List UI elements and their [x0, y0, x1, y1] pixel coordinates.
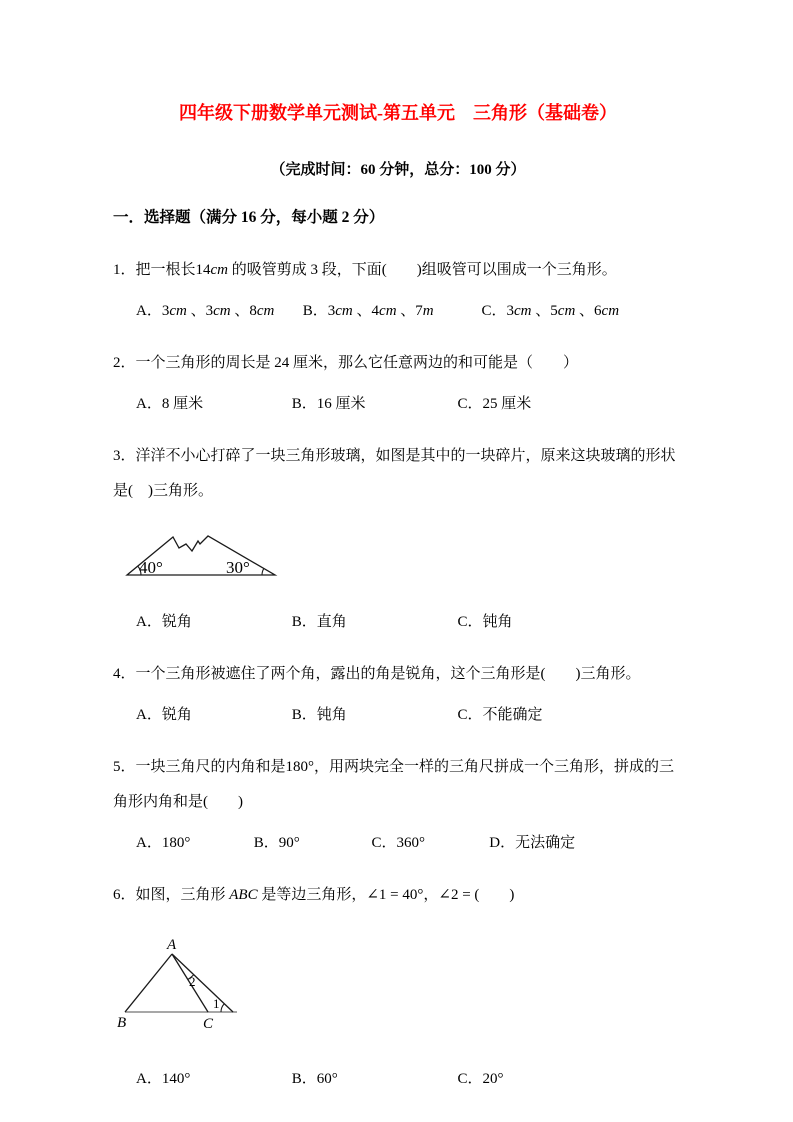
question-3-option-a: A．锐角	[136, 614, 192, 630]
question-5-options	[113, 833, 683, 854]
question-2	[113, 346, 683, 415]
section-heading-choice: 一．选择题（满分 16 分，每小题 2 分）	[113, 209, 385, 226]
question-6-option-b: B．60°	[291, 1071, 338, 1087]
angle-label-2: 2	[189, 974, 196, 989]
question-2-option-c: C．25 厘米	[457, 396, 532, 412]
right-angle-arc	[262, 569, 264, 576]
question-6-options	[113, 1069, 683, 1090]
angle-1-arc	[221, 1004, 224, 1012]
question-3-option-b: B．直角	[291, 614, 347, 630]
question-4-option-c: C．不能确定	[457, 707, 543, 723]
question-3-options	[113, 612, 683, 633]
question-4	[113, 657, 683, 726]
question-4-options	[113, 705, 683, 726]
question-3-text: 3．洋洋不小心打碎了一块三角形玻璃，如图是其中的一块碎片，原来这块玻璃的形状是( )三角形。	[113, 448, 676, 499]
question-6-option-a: A．140°	[136, 1071, 191, 1087]
vertex-label-c: C	[203, 1016, 214, 1032]
broken-glass-triangle-figure	[121, 521, 281, 585]
angle-label-30: 30°	[226, 558, 250, 577]
question-1-option-a: A．3cm 、3cm 、8cm	[136, 303, 275, 319]
question-5-text: 5．一块三角尺的内角和是180°，用两块完全一样的三角尺拼成一个三角形，拼成的三角形内角和是( )	[113, 759, 675, 810]
question-1-option-c: C．3cm 、5cm 、6cm	[481, 303, 620, 319]
question-6-text: 6．如图，三角形 ABC 是等边三角形，∠1 = 40°，∠2 = ( )	[113, 887, 515, 903]
side-ba	[125, 954, 172, 1012]
equilateral-triangle-abc-figure	[115, 929, 250, 1034]
question-1-option-b: B．3cm 、4cm 、7m	[302, 303, 434, 319]
question-5-option-c: C．360°	[371, 835, 426, 851]
question-5-option-b: B．90°	[253, 835, 300, 851]
vertex-label-b: B	[117, 1015, 127, 1031]
question-2-text: 2．一个三角形的周长是 24 厘米，那么它任意两边的和可能是（ ）	[113, 355, 579, 371]
time-score-info: （完成时间：60 分钟，总分：100 分）	[270, 162, 526, 178]
vertex-label-a: A	[167, 937, 177, 953]
question-4-text: 4．一个三角形被遮住了两个角，露出的角是锐角，这个三角形是( )三角形。	[113, 666, 641, 682]
question-2-option-a: A．8 厘米	[136, 396, 204, 412]
question-3-option-c: C．钝角	[457, 614, 513, 630]
question-4-option-a: A．锐角	[136, 707, 192, 723]
question-1-options	[113, 301, 683, 322]
question-6	[113, 878, 683, 1090]
question-6-figure	[115, 929, 683, 1039]
angle-label-1: 1	[213, 996, 220, 1011]
question-3	[113, 439, 683, 633]
question-3-figure	[121, 521, 683, 590]
question-5-option-a: A．180°	[136, 835, 191, 851]
question-1-text: 1．把一根长14cm 的吸管剪成 3 段，下面( )组吸管可以围成一个三角形。	[113, 262, 617, 278]
question-5	[113, 750, 683, 854]
question-6-option-c: C．20°	[457, 1071, 504, 1087]
page-title: 四年级下册数学单元测试-第五单元 三角形（基础卷）	[179, 103, 617, 123]
question-1	[113, 253, 683, 322]
question-2-option-b: B．16 厘米	[291, 396, 366, 412]
angle-label-40: 40°	[139, 558, 163, 577]
question-2-options	[113, 394, 683, 415]
question-5-option-d: D．无法确定	[489, 835, 576, 851]
question-4-option-b: B．钝角	[291, 707, 347, 723]
